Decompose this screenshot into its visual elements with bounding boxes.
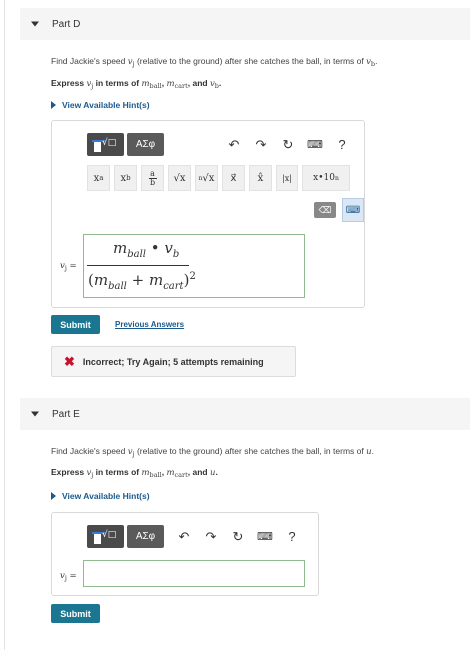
undo-icon[interactable]: ↶ <box>178 528 190 544</box>
vector-button[interactable]: x⃗ <box>222 165 245 191</box>
part-d-answer-label: $v_j$ = <box>60 261 77 272</box>
part-d-feedback <box>51 346 296 377</box>
previous-answers-link[interactable]: Previous Answers <box>115 320 185 329</box>
fraction-bar <box>87 265 189 266</box>
part-d-title: Part D <box>52 18 81 30</box>
part-d-instruction: Express $v_j$ in terms of $m_{ball}$, $m_{cart}$, and $v_b$. <box>51 78 222 90</box>
square-root-button[interactable]: √x <box>168 165 191 191</box>
left-border <box>4 0 5 650</box>
part-e-view-hints-link[interactable]: View Available Hint(s) <box>51 491 150 501</box>
part-d-math-buttons <box>87 165 354 191</box>
part-d-view-hints-link[interactable]: View Available Hint(s) <box>51 100 150 110</box>
redo-icon[interactable]: ↷ <box>255 136 267 152</box>
part-e-collapse-caret-icon[interactable] <box>31 412 39 417</box>
help-button[interactable]: ? <box>288 529 296 544</box>
part-d-header[interactable] <box>20 8 470 40</box>
subscript-button[interactable]: x b <box>114 165 137 191</box>
greek-symbols-button[interactable]: ΑΣφ <box>127 525 164 548</box>
answer-numerator: $m_{ball}$ • $v_b$ <box>113 239 180 260</box>
absolute-value-button[interactable]: |x| <box>276 165 298 191</box>
help-button[interactable]: ? <box>338 137 346 152</box>
part-e-equation-editor <box>51 512 319 596</box>
part-e-instruction: Express $v_j$ in terms of $m_{ball}$, $m_{cart}$, and u. <box>51 467 218 479</box>
part-e-answer-input[interactable] <box>83 560 305 587</box>
templates-button[interactable]: √□ <box>87 525 124 548</box>
redo-icon[interactable]: ↷ <box>205 528 217 544</box>
reset-icon[interactable]: ↻ <box>232 528 244 544</box>
feedback-text: Incorrect; Try Again; 5 attempts remaining <box>82 356 264 367</box>
scientific-notation-button[interactable]: x•10 n <box>302 165 350 191</box>
reset-icon[interactable]: ↻ <box>282 136 294 152</box>
templates-button[interactable]: √□ <box>87 133 124 156</box>
expand-triangle-icon <box>51 101 56 109</box>
part-d-submit-button[interactable]: Submit <box>51 315 100 334</box>
nth-root-button[interactable]: n √x <box>195 165 218 191</box>
part-d-question: Find Jackie's speed $v_j$ (relative to the ground) after she catches the ball, in terms of $v_b$. <box>51 56 378 68</box>
part-e-editor-toolbar <box>87 525 302 548</box>
delete-button[interactable]: ⌫ <box>314 202 336 218</box>
part-e-submit-button[interactable]: Submit <box>51 604 100 623</box>
undo-icon[interactable]: ↶ <box>228 136 240 152</box>
part-d-equation-editor <box>51 120 365 308</box>
keyboard-shortcuts-icon[interactable]: ⌨ <box>307 139 323 151</box>
expand-triangle-icon <box>51 492 56 500</box>
keyboard-shortcuts-icon[interactable]: ⌨ <box>257 531 273 543</box>
part-d-collapse-caret-icon[interactable] <box>31 22 39 27</box>
unit-vector-button[interactable]: x̂ <box>249 165 272 191</box>
superscript-button[interactable]: x a <box>87 165 110 191</box>
virtual-keyboard-button[interactable]: ⌨ <box>342 198 364 222</box>
part-e-question: Find Jackie's speed $v_j$ (relative to the ground) after she catches the ball, in terms of u. <box>51 446 374 458</box>
fraction-button[interactable]: a b <box>141 165 164 191</box>
part-e-answer-label: $v_j$ = <box>60 571 77 582</box>
incorrect-x-icon: ✖ <box>64 353 75 369</box>
part-d-editor-toolbar <box>87 133 352 156</box>
part-e-header[interactable] <box>20 398 470 430</box>
answer-denominator: $(m_{ball} + m_{cart})^2$ <box>88 271 196 292</box>
greek-symbols-button[interactable]: ΑΣφ <box>127 133 164 156</box>
part-d-answer-input[interactable] <box>83 234 305 298</box>
part-e-title: Part E <box>52 408 80 420</box>
